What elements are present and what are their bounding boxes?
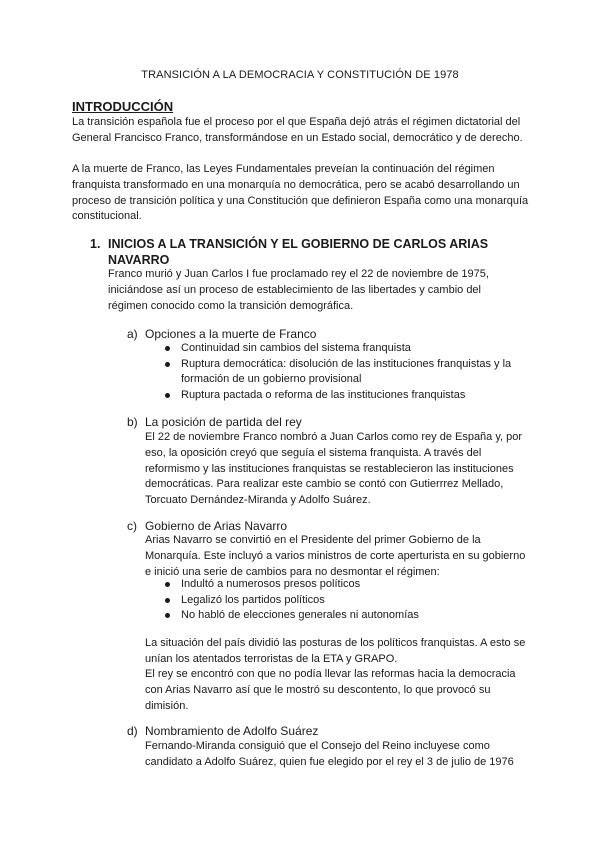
subsection-c-body-2-text: La situación del país dividió las posturas de los políticos franquistas. A esto se unían los atentados terroristas de la ETA y GRAPO. <box>145 637 526 665</box>
document-title: TRANSICIÓN A LA DEMOCRACIA Y CONSTITUCIÓN DE 1978 <box>141 69 459 81</box>
list-item-text: Ruptura democrática: disolución de las instituciones franquistas y la formación de un gobierno provisional <box>181 357 512 385</box>
list-item <box>163 593 533 609</box>
intro-paragraph-2 <box>72 162 534 225</box>
intro-paragraph-1 <box>72 115 534 147</box>
intro-heading: INTRODUCCIÓN <box>72 99 174 114</box>
subsection-a-bullets <box>163 341 533 403</box>
subsection-c-body-3 <box>145 667 530 714</box>
list-item <box>163 388 533 404</box>
subsection-c-body-3-text: El rey se encontró con que no podía llevar las reformas hacia la democracia con Arias Navarro así que le mostró su descontento, lo que provocó su dimisión. <box>145 668 516 712</box>
list-item <box>163 608 533 624</box>
section-1-body <box>108 267 518 314</box>
subsection-c-heading: Gobierno de Arias Navarro <box>145 519 288 533</box>
subsection-c-body <box>145 533 530 580</box>
subsection-d-heading: Nombramiento de Adolfo Suárez <box>145 724 319 738</box>
intro-paragraph-1-text: La transición española fue el proceso por el que España dejó atrás el régimen dictatorial del General Francisco Franco, transformándose en un Estado social, democrático y de derecho. <box>72 116 523 144</box>
subsection-a-letter: a) <box>127 327 138 341</box>
bullet-icon <box>165 393 170 398</box>
list-item-text: No habló de elecciones generales ni autonomías <box>181 609 419 621</box>
bullet-icon <box>165 613 170 618</box>
section-1-heading: INICIOS A LA TRANSICIÓN Y EL GOBIERNO DE CARLOS ARIAS NAVARRO <box>108 237 489 267</box>
bullet-icon <box>165 598 170 603</box>
list-item <box>163 341 533 357</box>
list-item-text: Indultó a numerosos presos políticos <box>181 578 361 590</box>
list-item-text: Continuidad sin cambios del sistema franquista <box>181 342 411 354</box>
subsection-a-heading: Opciones a la muerte de Franco <box>145 327 317 341</box>
subsection-c-letter: c) <box>127 519 137 533</box>
bullet-icon <box>165 346 170 351</box>
subsection-d-body <box>145 739 530 771</box>
bullet-icon <box>165 582 170 587</box>
list-item <box>163 577 533 593</box>
list-item-text: Ruptura pactada o reforma de las instituciones franquistas <box>181 388 466 401</box>
subsection-b-letter: b) <box>127 415 138 429</box>
section-1-number: 1. <box>90 237 101 251</box>
list-item-text: Legalizó los partidos políticos <box>181 593 325 606</box>
section-1-body-text: Franco murió y Juan Carlos I fue proclamado rey el 22 de noviembre de 1975, iniciándose así un proceso de establecimiento de las libertades y cambio del régimen conocido como la transición demográfica. <box>108 268 489 312</box>
subsection-b-body <box>145 430 530 509</box>
subsection-c-body-text: Arias Navarro se convirtió en el Presidente del primer Gobierno de la Monarquía. Este incluyó a varios ministros de corte aperturista en su gobierno e inició una serie de cambios para no desmontar el régimen: <box>145 534 526 578</box>
bullet-icon <box>165 362 170 367</box>
subsection-c-body-2 <box>145 636 530 668</box>
subsection-b-heading: La posición de partida del rey <box>145 415 302 429</box>
subsection-b-body-text: El 22 de noviembre Franco nombró a Juan Carlos como rey de España y, por eso, la oposición creyó que seguía el sistema franquista. A través del reformismo y las instituciones franquistas se restablecieron las instituciones democráticas. Para realizar este cambio se contó con Gutierrrez Mellado, Torcuato Dernández-Miranda y Adolfo Suárez. <box>145 431 523 507</box>
list-item <box>163 357 533 388</box>
subsection-d-letter: d) <box>127 724 138 738</box>
subsection-d-body-text: Fernando-Miranda consiguió que el Consejo del Reino incluyese como candidato a Adolfo Suárez, quien fue elegido por el rey el 3 de julio de 1976 <box>145 740 514 768</box>
subsection-c-bullets <box>163 577 533 624</box>
intro-paragraph-2-text: A la muerte de Franco, las Leyes Fundamentales preveían la continuación del régimen franquista transformado en una monarquía no democrática, pero se acabó desarrollando un proceso de transición política y una Constitución que definieron España como una monarquía constitucional. <box>72 163 529 223</box>
